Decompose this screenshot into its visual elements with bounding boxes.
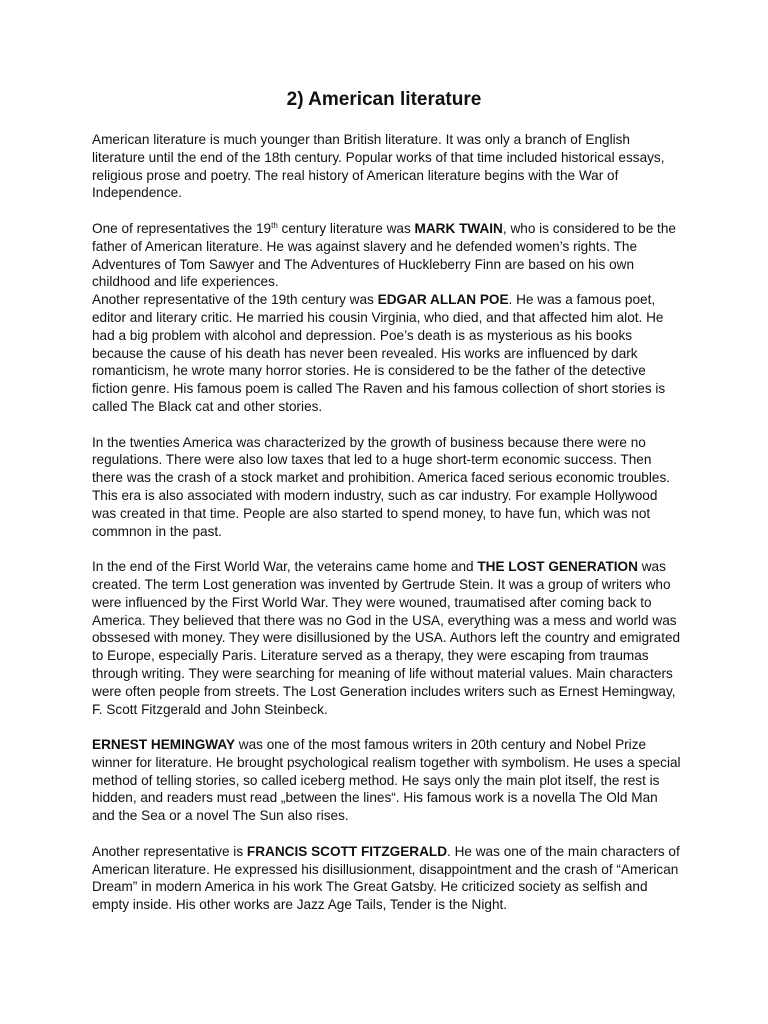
- paragraph-lost-generation: [92, 558, 684, 718]
- paragraph-industry: This era is also associated with modern industry, such as car industry. For example Hollywood was created in that time. People are also started to spend money, to have fun, which was not commnon in the past.: [92, 487, 658, 539]
- text-run: was created. The term Lost generation was invented by Gertrude Stein. It was a group of writers who were influenced by the First World War. They were wouned, traumatised after coming back to America. They believed that there was no God in the USA, everything was a mess and world was obssesed with money. They were disillusioned by the USA. Authors left the country and emigrated to Europe, especially Paris. Literature served as a therapy, they were escaping from traumas through writing. They were searching for meaning of life without material values. Main characters were often people from streets. The Lost Generation includes writers such as Ernest Hemingway, F. Scott Fitzgerald and John Steinbeck.: [92, 559, 681, 717]
- author-name: EDGAR ALLAN POE: [377, 292, 509, 308]
- text-run: . He was a famous poet, editor and literary critic. He married his cousin Virginia, who died, and that affected him alot. He had a big problem with alcohol and depression. Poe’s death is as mysterious as his books because the cause of his death has never been revealed. His works are influenced by dark romanticism, he wrote many horror stories. He is considered to be the father of the detective fiction genre. His famous poem is called The Raven and his famous collection of short stories is called The Black cat and other stories.: [92, 292, 666, 414]
- text-run: Another representative is: [92, 843, 247, 859]
- superscript: th: [271, 220, 278, 230]
- author-name: ERNEST HEMINGWAY: [92, 737, 236, 753]
- paragraph-intro: American literature is much younger than British literature. It was only a branch of English literature until the end of the 18th century. Popular works of that time included historical essays, religious prose and poetry. The real history of American literature begins with the War of Independence.: [92, 132, 665, 201]
- document-body: [92, 131, 684, 914]
- paragraph-twenties: In the twenties America was characterized by the growth of business because there were no regulations. There were also low taxes that led to a huge short-term economic success. Then there was the crash of a stock market and prohibition. America faced serious economic troubles.: [92, 434, 671, 486]
- paragraph-poe: [92, 291, 684, 416]
- text-run: One of representatives the 19: [92, 220, 272, 236]
- paragraph-mark-twain: [92, 220, 684, 291]
- text-run: Another representative of the 19th century was: [92, 292, 378, 308]
- page-title: 2) American literature: [286, 89, 482, 110]
- text-run: was one of the most famous writers in 20th century and Nobel Prize winner for literature. He brought psychological realism together with symbolism. He uses a special method of telling stories, so called iceberg method. He says only the main plot itself, the rest is hidden, and readers must read „between the lines“. His famous work is a novella The Old Man and the Sea or a novel The Sun also rises.: [92, 737, 681, 824]
- paragraph-fitzgerald: [92, 843, 684, 914]
- text-run: century literature was: [277, 220, 415, 236]
- text-run: . He was one of the main characters of American literature. He expressed his disillusionment, disappointment and the crash of “American Dream” in modern America in his work The Great Gatsby. He criticized society as selfish and empty inside. His other works are Jazz Age Tails, Tender is the Night.: [92, 843, 680, 913]
- text-run: In the end of the First World War, the veterains came home and: [92, 559, 478, 575]
- author-name: MARK TWAIN: [414, 220, 503, 236]
- paragraph-hemingway: [92, 736, 684, 825]
- text-run: , who is considered to be the father of American literature. He was against slavery and he defended women’s rights. The Adventures of Tom Sawyer and The Adventures of Huckleberry Finn are based on his own childhood and life experiences.: [92, 220, 676, 290]
- author-name: FRANCIS SCOTT FITZGERALD: [246, 843, 448, 859]
- movement-name: THE LOST GENERATION: [477, 559, 638, 575]
